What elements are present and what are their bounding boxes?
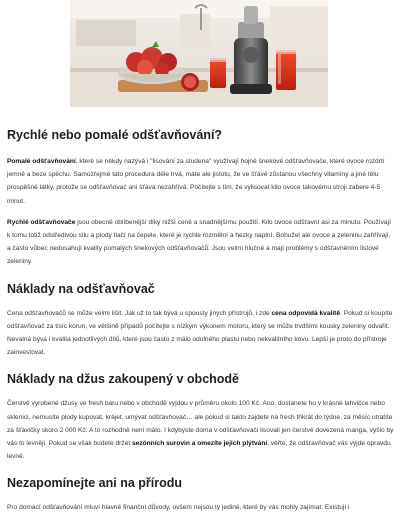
section-heading-store-juice: Náklady na džus zakoupený v obchodě bbox=[7, 372, 240, 387]
juicer-with-fruit-photo bbox=[70, 0, 328, 107]
paragraph-text: Cena odšťavňovačů se může velmi lišit. Jak už to tak bývá u spousty jiných přístrojů, i zde bbox=[7, 309, 272, 317]
paragraph-text: jsou obecně oblíbenější díky nižší ceně a snadnějšímu použití. Kilo ovoce odšťavní asi za minutu. Používají k tomu totiž odstředivou sílu a plody tlačí na čepele, které je rychle rozmělní a hezky naplní. Bohužel ale ovoce a zeleninu zahřívají, a často vůbec nedosahují kvality pomalých šnekových odšťavňovačů. Jsou velmi hlučné a mají problémy s odšťavněním listové zeleniny. bbox=[7, 218, 391, 266]
bold-fast-juicers: Rychlé odšťavňovače bbox=[7, 218, 76, 226]
hero-illustration bbox=[70, 0, 328, 107]
section-heading-nature: Nezapomínejte ani na přírodu bbox=[7, 476, 183, 491]
section-heading-costs: Náklady na odšťavňovač bbox=[7, 281, 155, 296]
article-content bbox=[7, 118, 395, 515]
bold-slow-juicing: Pomalé odšťavňování bbox=[7, 158, 76, 165]
paragraph-nature: Pro domácí odšťavňování mluví hlavně finanční důvody, ovšem nejsou ty jediné, které by vás mohly zajímat. Existují i bbox=[7, 504, 350, 512]
paragraph-text: . Pokud si koupíte odšťavňovač za tisíc korun, ve většině případů počítejte s nízkým výkonem motoru, který se může trvdšími kousky zeleniny odvařit. Nevalná bývá i kvalita jednotlivých dílů, které jsou často z málo odolného plastu nebo nekvalitního kovu. Lepší je proto do přístroje zainvestovat. bbox=[7, 309, 393, 357]
paragraph-slow-juicing bbox=[7, 155, 395, 208]
paragraph-fast-juicers bbox=[7, 216, 395, 269]
paragraph-store-juice bbox=[7, 397, 395, 463]
bold-price-quality: cena odpovídá kvalitě bbox=[271, 309, 341, 317]
paragraph-text: Čerstvě vyrobené džusy ve fresh baru nebo v obchodě vyjdou v průměru okolo 100 Kč. Ano, dostanete ho v krásné lahvičce nebo sklenici, nemusíte plody kupovat, krájet, umývat odšťavňovač… ale pokud si takto zajdete na fresh třikrát do týdne, za měsíc utratíte za šťávičky skoro 2 000 Kč. A to rozhodně není málo. I kdybyste doma v odšťavňovači lisovali jen čerstvé dovezená manga, vyšlo by vás to levněji. Pokud se však budete držet bbox=[7, 400, 394, 448]
section-heading-speed: Rychlé nebo pomalé odšťavňování? bbox=[7, 128, 223, 142]
paragraph-costs bbox=[7, 307, 395, 360]
paragraph-text: , které se někdy nazývá i "lisování za studena" využívají hojně šnekové odšťavňovače, které ovoce rozdrtí jemně a beze spěchu. Samozřejmě tato procedura déle trvá, máte ale jistotu, že ve šťávě zůstanou všechny vitamíny a jiné tělu prospěšné látky, protože se odšťavňovač ani šťáva nezahřívá. Počítejte s tím, že vylisovat kilo ovoce takovému stroji zabere 4-5 minut. bbox=[7, 158, 385, 205]
paragraph-text: , věřte, že odšťavňovač vás vyjde opravdu levně. bbox=[7, 440, 391, 461]
bold-seasonal: sezónních surovin a omezíte jejich plýtvání bbox=[132, 440, 268, 448]
